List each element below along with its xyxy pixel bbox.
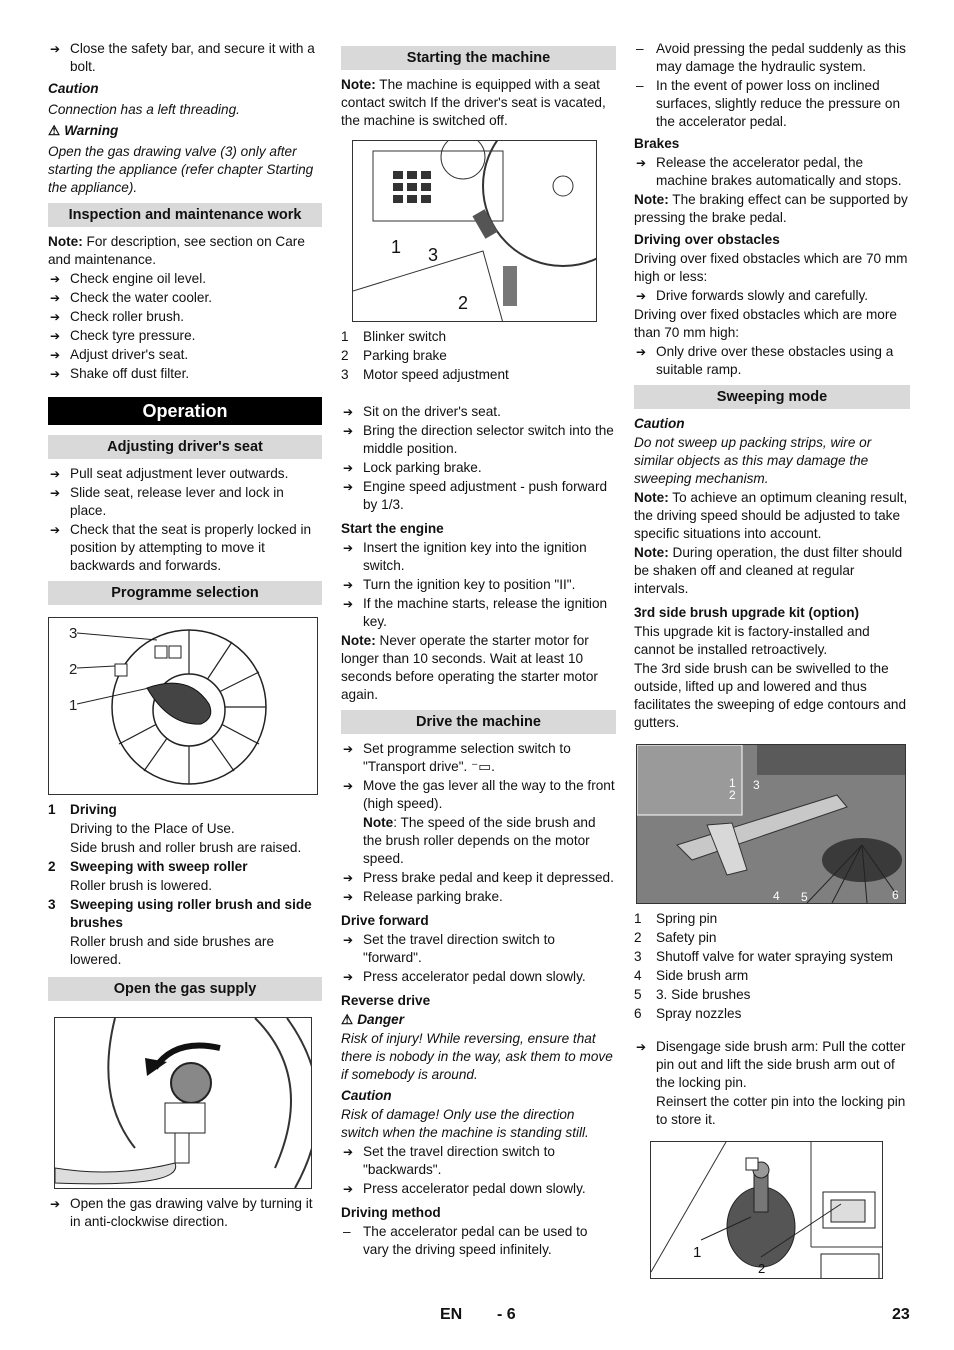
list-item: ➔ Adjust driver's seat. (48, 346, 322, 364)
list-item: – The accelerator pedal can be used to vary the driving speed infinitely. (341, 1223, 616, 1259)
legend-item: 4 Side brush arm (634, 968, 749, 983)
note-label: Note: (48, 234, 83, 249)
list-item: ➔ Check tyre pressure. (48, 327, 322, 345)
list-item: – In the event of power loss on inclined surfaces, slightly reduce the pressure on the accelerator pedal. (634, 77, 910, 131)
fig-label-3: 3 (428, 245, 439, 265)
page-footer (0, 1306, 954, 1330)
legend-item: 5 3. Side brushes (634, 987, 751, 1002)
legend-item: 2 Safety pin (634, 930, 717, 945)
caution-text: Risk of damage! Only use the direction switch when the machine is standing still. (341, 1107, 589, 1140)
list-item: ➔ Only drive over these obstacles using a suitable ramp. (634, 343, 910, 379)
obstacles-text: Driving over fixed obstacles which are 70 mm high or less: (634, 251, 908, 284)
legend-item: 2 Parking brake (341, 348, 447, 363)
list-item: ➔ Shake off dust filter. (48, 365, 322, 383)
list-item: ➔ Lock parking brake. (341, 459, 616, 477)
sweeping-note-2: Note: During operation, the dust filter should be shaken off and cleaned at regular intervals. (634, 545, 903, 596)
sweeping-header: Sweeping mode (634, 385, 910, 409)
kit-label: 3rd side brush upgrade kit (option) (634, 605, 860, 620)
fig-label-2: 2 (758, 1261, 766, 1276)
drive-note: Note: The speed of the side brush and the brush roller depends on the motor speed. (363, 815, 596, 866)
programme-desc: Roller brush is lowered. (70, 878, 213, 893)
kit-text: The 3rd side brush can be swivelled to the outside, lifted up and lowered and thus facilitates the sweeping of edge contours and gutters. (634, 661, 907, 730)
legend-item: 6 Spray nozzles (634, 1006, 742, 1021)
inspection-note (48, 233, 322, 269)
list-item: ➔ Slide seat, release lever and lock in place. (48, 484, 322, 520)
caution-label: Caution (634, 416, 685, 431)
forward-label: Drive forward (341, 913, 429, 928)
side-brush-photo (636, 744, 906, 904)
caution-text: Do not sweep up packing strips, wire or similar objects as this may damage the sweeping mechanism. (634, 435, 872, 486)
drive-step-4: ➔ Release parking brake. (341, 888, 616, 906)
warning-label: Warning (64, 123, 119, 138)
side-brush-legend (634, 910, 910, 1023)
fig-label-5: 5 (801, 890, 808, 904)
fig-label-2: 2 (69, 661, 78, 678)
list-item: ➔ Check engine oil level. (48, 270, 322, 288)
gas-valve-figure (54, 1017, 312, 1189)
list-item: ➔ Check the water cooler. (48, 289, 322, 307)
page-number-local: - 6 (497, 1306, 516, 1323)
start-engine-label: Start the engine (341, 521, 444, 536)
reinsert-text: Reinsert the cotter pin into the locking pin to store it. (656, 1094, 906, 1127)
legend-item: 3 Shutoff valve for water spraying system (634, 949, 893, 964)
gas-step: ➔ Open the gas drawing valve by turning it in anti-clockwise direction. (48, 1195, 322, 1231)
drive-header: Drive the machine (341, 710, 616, 734)
list-item: ➔ Check roller brush. (48, 308, 322, 326)
list-item: ➔ Engine speed adjustment - push forward by 1/3. (341, 478, 616, 514)
list-item: ➔ Set the travel direction switch to "forward". (341, 931, 616, 967)
warning-icon: ⚠ (48, 123, 61, 138)
operation-header: Operation (48, 397, 322, 425)
programme-list (48, 801, 322, 969)
list-item: ➔ Press accelerator pedal down slowly. (341, 968, 616, 986)
drive-step-3: ➔ Press brake pedal and keep it depressed. (341, 869, 616, 887)
brakes-note: Note: The braking effect can be supported by pressing the brake pedal. (634, 192, 908, 225)
fig-label-6: 6 (892, 888, 899, 902)
programme-desc: Side brush and roller brush are raised. (70, 840, 302, 855)
fig-label-1: 1 (693, 1244, 702, 1261)
programme-desc: Roller brush and side brushes are lowered. (70, 934, 275, 967)
step-safety-bar: ➔ Close the safety bar, and secure it with a bolt. (48, 40, 322, 76)
danger-text: Risk of injury! While reversing, ensure that there is nobody in the way, ask them to move if somebody is around. (341, 1031, 613, 1082)
inspection-header: Inspection and maintenance work (48, 203, 322, 227)
fig-label-1: 1 (391, 237, 402, 257)
fig-label-2: 2 (458, 293, 469, 313)
kit-text: This upgrade kit is factory-installed and cannot be installed retroactively. (634, 624, 870, 657)
page-number: 23 (892, 1306, 910, 1323)
legend-item: 1 Spring pin (634, 911, 718, 926)
list-item: ➔ Press accelerator pedal down slowly. (341, 1180, 616, 1198)
method-label: Driving method (341, 1205, 441, 1220)
list-item: ➔ Insert the ignition key into the ignition switch. (341, 539, 616, 575)
warning-heading (48, 122, 322, 140)
fig-label-2: 2 (729, 788, 736, 802)
note-text: For description, see section on Care and maintenance. (48, 234, 305, 267)
warning-text: Open the gas drawing valve (3) only after starting the appliance (refer chapter Starting the appliance). (48, 144, 314, 195)
drive-step-1: ➔ Set programme selection switch to "Transport drive". ⁻▭. (341, 740, 616, 776)
fig-label-4: 4 (773, 889, 780, 903)
list-item: ➔ Pull seat adjustment lever outwards. (48, 465, 322, 483)
starting-note: Note: The machine is equipped with a seat contact switch If the driver's seat is vacated, the machine is switched off. (341, 77, 606, 128)
fig-label-3: 3 (69, 625, 78, 642)
programme-item-2: 2 Sweeping with sweep roller (48, 859, 248, 874)
language-code: EN (440, 1306, 463, 1323)
legend-item: 3 Motor speed adjustment (341, 367, 509, 382)
programme-selector-figure (48, 617, 318, 795)
starter-note: Note: Never operate the starter motor for longer than 10 seconds. Wait at least 10 seconds before operating the starter motor again. (341, 633, 598, 702)
brakes-step: ➔ Release the accelerator pedal, the machine brakes automatically and stops. (634, 154, 910, 190)
seat-header: Adjusting driver's seat (48, 435, 322, 459)
column-right (634, 40, 910, 1285)
sweeping-note-1: Note: To achieve an optimum cleaning result, the driving speed should be adjusted to take specific situations into account. (634, 490, 908, 541)
column-left (48, 40, 322, 1232)
starting-header: Starting the machine (341, 46, 616, 70)
programme-header: Programme selection (48, 581, 322, 605)
list-item: ➔ Bring the direction selector switch into the middle position. (341, 422, 616, 458)
caution-label: Caution (341, 1088, 392, 1103)
list-item: ➔ Turn the ignition key to position "II". (341, 576, 616, 594)
dashboard-legend (341, 328, 616, 384)
list-item: ➔ Drive forwards slowly and carefully. (634, 287, 910, 305)
joystick-figure (650, 1141, 883, 1279)
list-item: ➔ Check that the seat is properly locked in position by attempting to move it backwards and forwards. (48, 521, 322, 575)
disengage-step: ➔ Disengage side brush arm: Pull the cotter pin out and lift the side brush arm out of the locking pin. (634, 1038, 910, 1092)
programme-item-1: 1 Driving (48, 802, 117, 817)
list-item: ➔ Sit on the driver's seat. (341, 403, 616, 421)
obstacles-label: Driving over obstacles (634, 232, 780, 247)
transport-drive-icon: ⁻▭ (471, 759, 492, 774)
check-list (48, 270, 322, 383)
reverse-label: Reverse drive (341, 993, 431, 1008)
warning-icon: ⚠ (341, 1012, 354, 1027)
list-item: – Avoid pressing the pedal suddenly as this may damage the hydraulic system. (634, 40, 910, 76)
gas-header: Open the gas supply (48, 977, 322, 1001)
legend-item: 1 Blinker switch (341, 329, 447, 344)
list-item: ➔ If the machine starts, release the ignition key. (341, 595, 616, 631)
dashboard-figure (352, 140, 597, 322)
programme-item-3: 3 Sweeping using roller brush and side brushes (48, 897, 312, 930)
fig-label-3: 3 (753, 778, 760, 792)
drive-step-2: ➔ Move the gas lever all the way to the front (high speed). (341, 777, 616, 813)
danger-heading: ⚠ Danger (341, 1012, 405, 1027)
fig-label-1: 1 (69, 697, 78, 714)
brakes-label: Brakes (634, 136, 680, 151)
obstacles-text: Driving over fixed obstacles which are more than 70 mm high: (634, 307, 897, 340)
programme-desc: Driving to the Place of Use. (70, 821, 235, 836)
caution-label: Caution (48, 81, 99, 96)
column-middle (341, 40, 616, 1260)
list-item: ➔ Set the travel direction switch to "backwards". (341, 1143, 616, 1179)
fig-label-1: 1 (729, 776, 736, 790)
caution-text: Connection has a left threading. (48, 102, 240, 117)
